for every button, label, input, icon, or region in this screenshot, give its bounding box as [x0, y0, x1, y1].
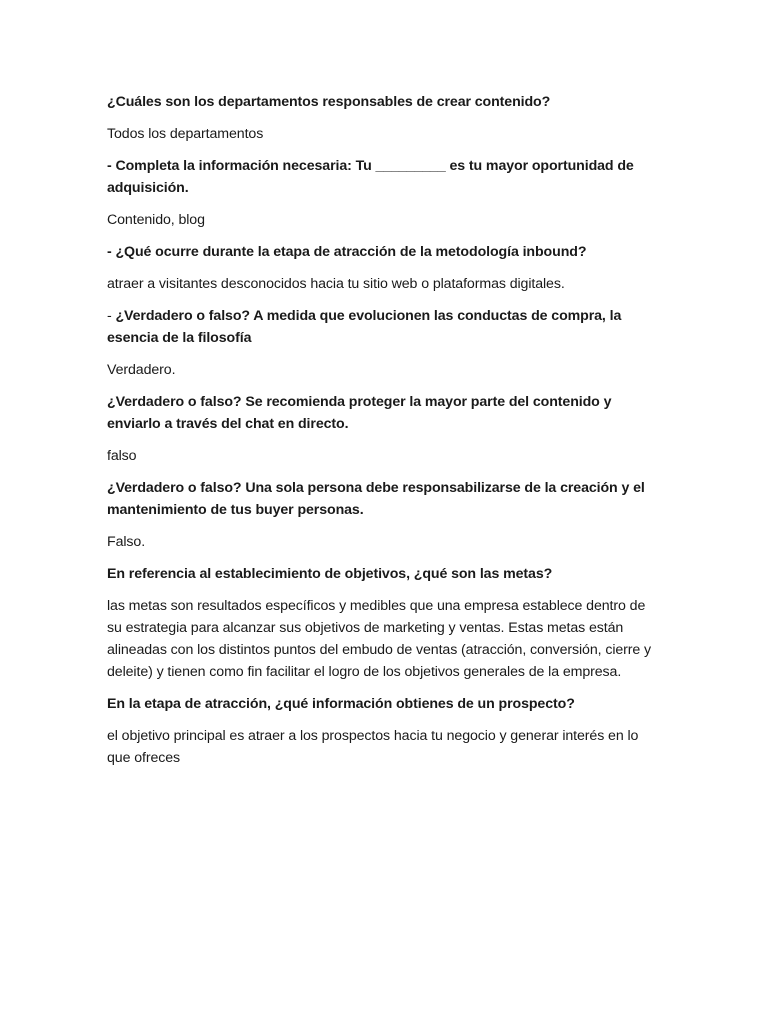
answer-text: Todos los departamentos: [107, 126, 264, 142]
answer-text: atraer a visitantes desconocidos hacia tu sitio web o plataformas digitales.: [107, 276, 565, 292]
answer-text: falso: [107, 448, 137, 464]
question-text: En referencia al establecimiento de objetivos, ¿qué son las metas?: [107, 566, 553, 582]
question-body: ¿Verdadero o falso? A medida que evolucionen las conductas de compra, la esencia de la filosofía: [107, 308, 622, 346]
document-page: [107, 91, 663, 779]
answer-text: las metas son resultados específicos y medibles que una empresa establece dentro de su estrategia para alcanzar sus objetivos de marketing y ventas. Estas metas están alineadas con los distintos puntos del embudo de ventas (atracción, conversión, cierre y deleite) y tienen como fin facilitar el logro de los objetivos generales de la empresa.: [107, 598, 652, 680]
answer-text: Verdadero.: [107, 362, 176, 378]
answer-text: Falso.: [107, 534, 146, 550]
question-text: - ¿Qué ocurre durante la etapa de atracción de la metodología inbound?: [107, 244, 587, 260]
question-text: ¿Cuáles son los departamentos responsables de crear contenido?: [107, 94, 551, 110]
question-text: En la etapa de atracción, ¿qué información obtienes de un prospecto?: [107, 696, 575, 712]
question-text: - Completa la información necesaria: Tu _________ es tu mayor oportunidad de adquisición.: [107, 158, 634, 196]
question-text: ¿Verdadero o falso? Se recomienda proteger la mayor parte del contenido y enviarlo a través del chat en directo.: [107, 394, 612, 432]
question-prefix: -: [107, 308, 116, 324]
answer-text: Contenido, blog: [107, 212, 205, 228]
question-text: ¿Verdadero o falso? Una sola persona debe responsabilizarse de la creación y el mantenimiento de tus buyer personas.: [107, 480, 645, 518]
question-text: [107, 305, 663, 349]
answer-text: el objetivo principal es atraer a los prospectos hacia tu negocio y generar interés en lo que ofreces: [107, 728, 639, 766]
